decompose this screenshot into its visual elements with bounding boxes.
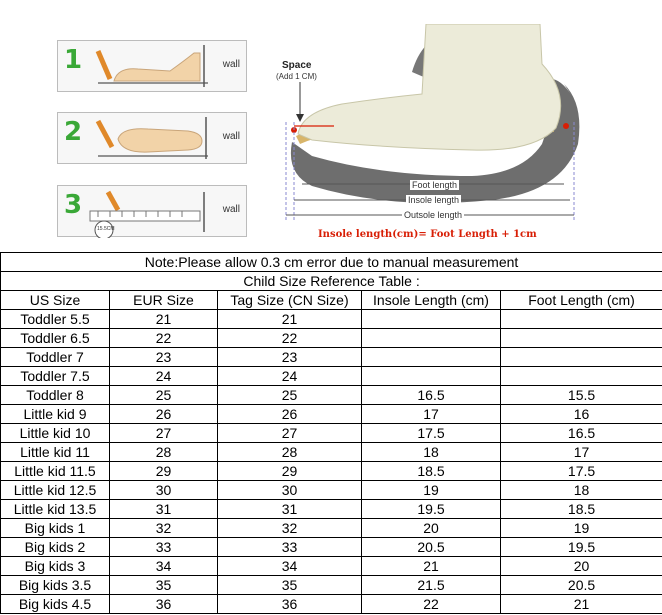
- table-cell: Toddler 5.5: [1, 310, 110, 329]
- table-cell: Big kids 3.5: [1, 576, 110, 595]
- column-header: US Size: [1, 291, 110, 310]
- table-cell: 22: [218, 329, 362, 348]
- table-cell: 21.5: [362, 576, 501, 595]
- table-cell: 18: [501, 481, 662, 500]
- column-header: Tag Size (CN Size): [218, 291, 362, 310]
- table-cell: 25: [110, 386, 218, 405]
- column-header: EUR Size: [110, 291, 218, 310]
- table-cell: 30: [218, 481, 362, 500]
- table-cell: 21: [110, 310, 218, 329]
- measurement-illustration: [0, 0, 662, 252]
- table-cell: 35: [110, 576, 218, 595]
- table-cell: Toddler 8: [1, 386, 110, 405]
- table-cell: Toddler 7: [1, 348, 110, 367]
- table-cell: Little kid 11: [1, 443, 110, 462]
- table-cell: Little kid 11.5: [1, 462, 110, 481]
- table-cell: 33: [218, 538, 362, 557]
- outsole-length-label: Outsole length: [404, 210, 463, 220]
- table-cell: Big kids 4.5: [1, 595, 110, 614]
- table-cell: Little kid 13.5: [1, 500, 110, 519]
- table-cell: 18.5: [362, 462, 501, 481]
- step-number: 2: [64, 117, 83, 147]
- table-cell: 36: [110, 595, 218, 614]
- header-row: [1, 291, 662, 310]
- column-header: Insole Length (cm): [362, 291, 501, 310]
- table-cell: 22: [362, 595, 501, 614]
- ruler-icon: [58, 186, 248, 238]
- table-cell: 23: [110, 348, 218, 367]
- table-cell: [362, 367, 501, 386]
- table-cell: 20.5: [501, 576, 662, 595]
- foot-length-label: Foot length: [412, 180, 458, 190]
- table-row: [1, 367, 662, 386]
- table-cell: 18.5: [501, 500, 662, 519]
- table-cell: 21: [218, 310, 362, 329]
- ruler-readout: 15.5CM: [97, 226, 115, 232]
- table-cell: 26: [110, 405, 218, 424]
- table-cell: 24: [218, 367, 362, 386]
- table-cell: 17.5: [362, 424, 501, 443]
- table-cell: 21: [362, 557, 501, 576]
- table-cell: 28: [218, 443, 362, 462]
- table-cell: Big kids 1: [1, 519, 110, 538]
- table-row: [1, 386, 662, 405]
- table-cell: [501, 310, 662, 329]
- foot-side-view-icon: [58, 41, 248, 93]
- note-text: Note:Please allow 0.3 cm error due to manual measurement: [1, 253, 662, 272]
- table-cell: Little kid 10: [1, 424, 110, 443]
- title-row: [1, 272, 662, 291]
- table-cell: 26: [218, 405, 362, 424]
- table-cell: Toddler 7.5: [1, 367, 110, 386]
- size-rows: [1, 310, 662, 614]
- table-cell: 27: [218, 424, 362, 443]
- table-cell: 23: [218, 348, 362, 367]
- table-cell: 32: [218, 519, 362, 538]
- size-table: [0, 252, 662, 614]
- table-cell: 31: [110, 500, 218, 519]
- table-cell: 20: [362, 519, 501, 538]
- table-cell: 17: [501, 443, 662, 462]
- step-3-panel: [57, 185, 247, 237]
- table-cell: 28: [110, 443, 218, 462]
- table-cell: 31: [218, 500, 362, 519]
- table-row: [1, 310, 662, 329]
- table-row: [1, 557, 662, 576]
- step-1-panel: [57, 40, 247, 92]
- step-number: 1: [64, 45, 83, 75]
- table-cell: 15.5: [501, 386, 662, 405]
- table-row: [1, 443, 662, 462]
- table-cell: 17.5: [501, 462, 662, 481]
- table-row: [1, 576, 662, 595]
- table-title: Child Size Reference Table :: [1, 272, 662, 291]
- table-cell: Toddler 6.5: [1, 329, 110, 348]
- table-cell: 36: [218, 595, 362, 614]
- table-row: [1, 424, 662, 443]
- foot-top-view-icon: [58, 113, 248, 165]
- table-cell: 18: [362, 443, 501, 462]
- table-cell: 19.5: [501, 538, 662, 557]
- table-cell: [501, 367, 662, 386]
- table-cell: 29: [110, 462, 218, 481]
- table-row: [1, 481, 662, 500]
- table-cell: 16: [501, 405, 662, 424]
- table-cell: Big kids 2: [1, 538, 110, 557]
- table-cell: 19.5: [362, 500, 501, 519]
- wall-label: wall: [222, 59, 240, 70]
- table-cell: Big kids 3: [1, 557, 110, 576]
- table-cell: 19: [501, 519, 662, 538]
- table-cell: 16.5: [362, 386, 501, 405]
- table-cell: 20: [501, 557, 662, 576]
- table-cell: Little kid 12.5: [1, 481, 110, 500]
- step-2-panel: [57, 112, 247, 164]
- table-cell: 19: [362, 481, 501, 500]
- space-subtitle: (Add 1 CM): [276, 72, 317, 81]
- table-cell: 32: [110, 519, 218, 538]
- table-cell: 35: [218, 576, 362, 595]
- column-header: Foot Length (cm): [501, 291, 662, 310]
- table-cell: 33: [110, 538, 218, 557]
- table-cell: 16.5: [501, 424, 662, 443]
- table-row: [1, 500, 662, 519]
- table-cell: 25: [218, 386, 362, 405]
- table-row: [1, 348, 662, 367]
- table-cell: 34: [110, 557, 218, 576]
- table-row: [1, 329, 662, 348]
- table-cell: 21: [501, 595, 662, 614]
- table-row: [1, 519, 662, 538]
- table-cell: Little kid 9: [1, 405, 110, 424]
- wall-label: wall: [222, 204, 240, 215]
- note-row: [1, 253, 662, 272]
- table-cell: [362, 329, 501, 348]
- table-row: [1, 538, 662, 557]
- table-cell: [362, 348, 501, 367]
- table-cell: [362, 310, 501, 329]
- table-cell: 34: [218, 557, 362, 576]
- table-row: [1, 405, 662, 424]
- table-cell: 30: [110, 481, 218, 500]
- table-cell: [501, 329, 662, 348]
- table-cell: 20.5: [362, 538, 501, 557]
- table-cell: 27: [110, 424, 218, 443]
- step-number: 3: [64, 190, 83, 220]
- table-row: [1, 462, 662, 481]
- size-chart: [0, 252, 662, 614]
- table-cell: 24: [110, 367, 218, 386]
- space-title: Space: [282, 60, 312, 71]
- table-cell: 22: [110, 329, 218, 348]
- table-cell: 17: [362, 405, 501, 424]
- table-cell: 29: [218, 462, 362, 481]
- wall-label: wall: [222, 131, 240, 142]
- insole-length-label: Insole length: [408, 195, 460, 205]
- table-row: [1, 595, 662, 614]
- formula-text: Insole length(cm)= Foot Length + 1cm: [318, 229, 537, 240]
- table-cell: [501, 348, 662, 367]
